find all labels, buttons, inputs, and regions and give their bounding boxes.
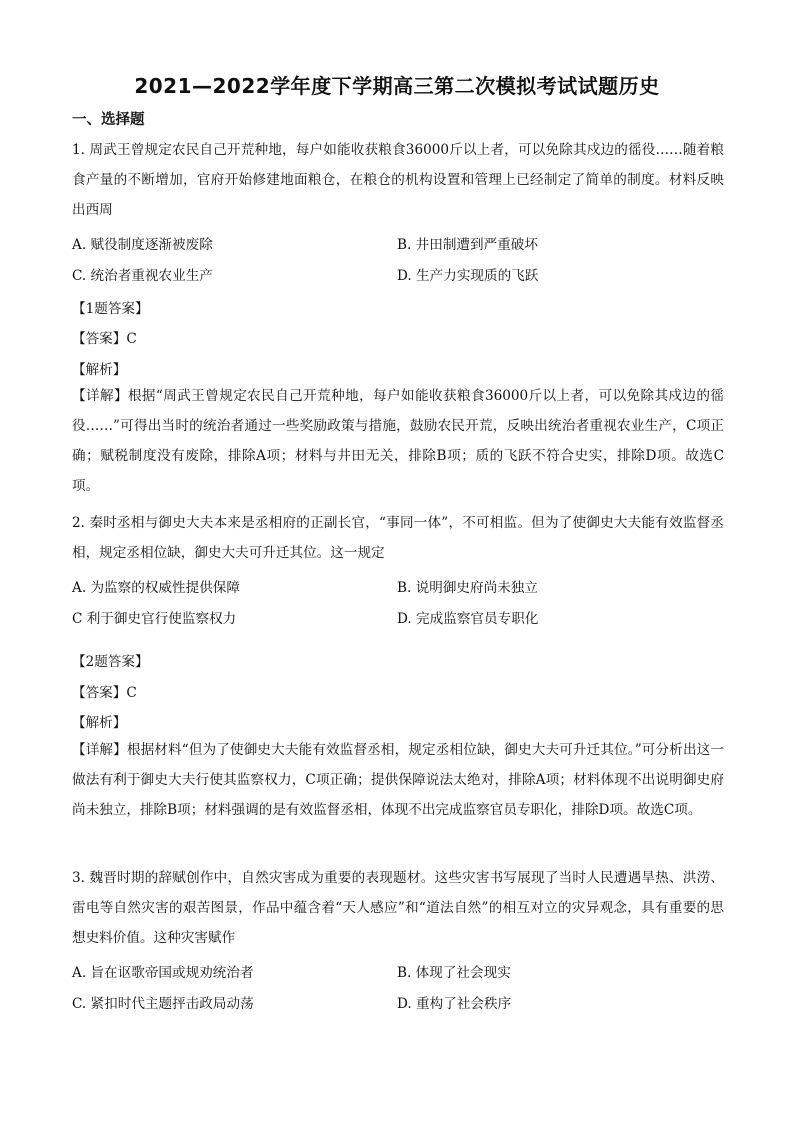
page-title: 2021—2022学年度下学期高三第二次模拟考试试题历史	[134, 74, 660, 98]
q2-answer: 【答案】C	[72, 685, 137, 701]
section-heading: 一、选择题	[72, 112, 145, 128]
q2-option-b: B. 说明御史府尚未独立	[397, 579, 538, 596]
q2-option-a: A. 为监察的权威性提供保障	[72, 579, 240, 596]
q1-answer-tag: 【1题答案】	[72, 301, 149, 317]
q3-option-d: D. 重构了社会秩序	[397, 995, 512, 1012]
q1-analysis-label: 【解析】	[72, 362, 127, 378]
q1-detail: 【详解】根据“周武王曾规定农民自己开荒种地，每户如能收获粮食36000斤以上者，可以免除其戍边的徭役……”可得出当时的统治者通过一些奖励政策与措施，鼓励农民开荒，反映出统治者重视农业生产，C项正确；赋税制度没有废除，排除A项；材料与井田无关，排除B项；质的飞跃不符合史实，排除D项。故选C项。	[72, 388, 724, 494]
question-3-stem: 3. 魏晋时期的辞赋创作中，自然灾害成为重要的表现题材。这些灾害书写展现了当时人民遭遇旱热、洪涝、雷电等自然灾害的艰苦图景，作品中蕴含着“天人感应”和“道法自然”的相互对立的灾异观念，具有重要的思想史料价值。这种灾害赋作	[72, 870, 724, 946]
question-2-stem: 2. 秦时丞相与御史大夫本来是丞相府的正副长官，“事同一体”，不可相监。但为了使御史大夫能有效监督丞相，规定丞相位缺，御史大夫可升迁其位。这一规定	[72, 515, 724, 561]
q2-answer-tag: 【2题答案】	[72, 654, 149, 670]
q1-option-a: A. 赋役制度逐渐被废除	[72, 236, 213, 253]
q1-option-d: D. 生产力实现质的飞跃	[397, 267, 539, 284]
question-1-stem: 1. 周武王曾规定农民自己开荒种地，每户如能收获粮食36000斤以上者，可以免除其戍边的徭役……随着粮食产量的不断增加，官府开始修建地面粮仓，在粮仓的机构设置和管理上已经制定了简单的制度。材料反映出西周	[72, 142, 724, 218]
q1-option-b: B. 井田制遭到严重破坏	[397, 236, 538, 253]
q1-answer: 【答案】C	[72, 331, 137, 347]
question-2-options	[72, 570, 724, 632]
q3-option-c: C. 紧扣时代主题抨击政局动荡	[72, 995, 254, 1012]
question-1-options	[72, 227, 724, 289]
q2-option-d: D. 完成监察官员专职化	[397, 610, 539, 627]
q3-option-a: A. 旨在讴歌帝国或规劝统治者	[72, 964, 254, 981]
q3-option-b: B. 体现了社会现实	[397, 964, 511, 981]
q2-detail: 【详解】根据材料“但为了使御史大夫能有效监督丞相，规定丞相位缺，御史大夫可升迁其位。”可分析出这一做法有利于御史大夫行使其监察权力，C项正确；提供保障说法太绝对，排除A项；材料体现不出说明御史府尚未独立，排除B项；材料强调的是有效监督丞相，体现不出完成监察官员专职化，排除D项。故选C项。	[72, 742, 724, 818]
question-3-options	[72, 955, 724, 1017]
q1-option-c: C. 统治者重视农业生产	[72, 267, 213, 284]
q2-analysis-label: 【解析】	[72, 715, 127, 731]
q2-option-c: C 利于御史官行使监察权力	[72, 610, 237, 627]
